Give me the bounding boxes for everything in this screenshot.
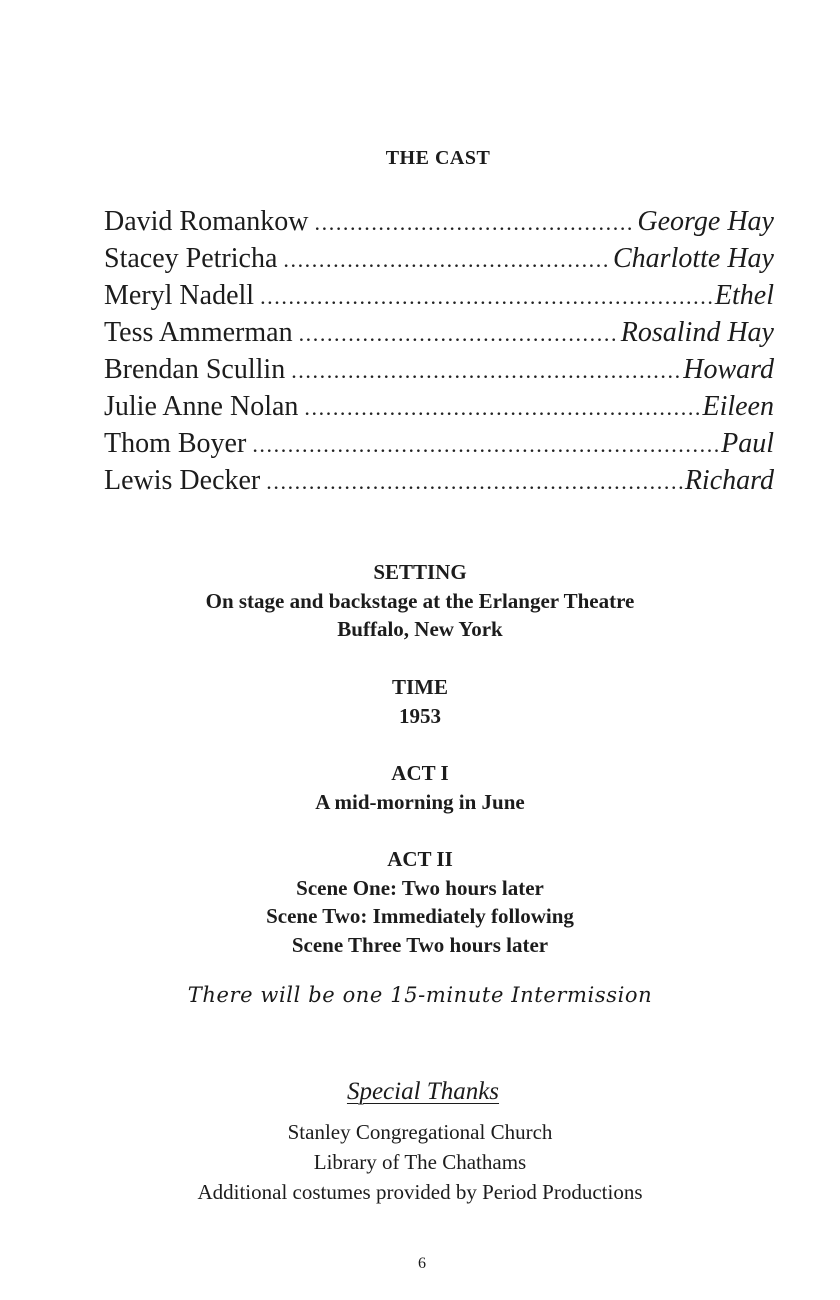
role-name: Paul xyxy=(721,428,774,459)
dot-leader xyxy=(252,426,719,463)
setting-city: Buffalo, New York xyxy=(337,617,503,641)
cast-row xyxy=(104,314,774,351)
role-name: Ethel xyxy=(714,280,774,311)
act1-heading: ACT I xyxy=(391,761,449,785)
special-thanks-heading: Special Thanks xyxy=(346,1078,500,1105)
thanks-item: Stanley Congregational Church xyxy=(287,1120,553,1144)
actor-name: Brendan Scullin xyxy=(104,354,286,385)
cast-row xyxy=(104,462,774,499)
time-section xyxy=(0,673,840,730)
setting-location: On stage and backstage at the Erlanger Theatre xyxy=(205,588,635,613)
role-name: George Hay xyxy=(637,206,774,237)
cast-row xyxy=(104,203,774,240)
actor-name: Tess Ammerman xyxy=(104,317,293,348)
cast-row xyxy=(104,351,774,388)
act2-heading: ACT II xyxy=(387,847,453,871)
dot-leader xyxy=(299,315,619,352)
page-number: 6 xyxy=(418,1255,426,1272)
cast-list xyxy=(104,203,774,499)
role-name: Howard xyxy=(683,354,774,385)
time-heading: TIME xyxy=(391,675,448,699)
role-name: Rosalind Hay xyxy=(620,317,774,348)
actor-name: Meryl Nadell xyxy=(104,280,255,311)
thanks-item: Library of The Chathams xyxy=(313,1150,527,1174)
actor-name: David Romankow xyxy=(104,206,309,237)
thanks-item: Additional costumes provided by Period Productions xyxy=(197,1180,643,1204)
dot-leader xyxy=(291,352,681,389)
role-name: Richard xyxy=(684,465,774,496)
role-name: Charlotte Hay xyxy=(613,243,774,274)
intermission-note: There will be one 15-minute Intermission xyxy=(187,983,653,1007)
act1-section xyxy=(0,759,840,816)
setting-heading: SETTING xyxy=(373,560,467,584)
actor-name: Lewis Decker xyxy=(104,465,261,496)
dot-leader xyxy=(260,278,713,315)
setting-section xyxy=(0,558,840,644)
dot-leader xyxy=(266,463,683,500)
actor-name: Thom Boyer xyxy=(104,428,247,459)
actor-name: Julie Anne Nolan xyxy=(104,391,299,422)
time-value: 1953 xyxy=(399,703,441,728)
cast-heading: THE CAST xyxy=(385,147,491,169)
cast-row xyxy=(104,388,774,425)
role-name: Eileen xyxy=(702,391,774,422)
cast-row xyxy=(104,277,774,314)
dot-leader xyxy=(304,389,700,426)
dot-leader xyxy=(283,241,611,278)
special-thanks-list xyxy=(0,1117,840,1207)
act1-description: A mid-morning in June xyxy=(315,789,525,814)
dot-leader xyxy=(315,204,636,241)
act2-section xyxy=(0,845,840,959)
actor-name: Stacey Petricha xyxy=(104,243,278,274)
act2-scene-one: Scene One: Two hours later xyxy=(296,875,544,900)
act2-scene-two: Scene Two: Immediately following xyxy=(266,904,574,928)
cast-row xyxy=(104,425,774,462)
cast-row xyxy=(104,240,774,277)
act2-scene-three: Scene Three Two hours later xyxy=(291,932,549,957)
